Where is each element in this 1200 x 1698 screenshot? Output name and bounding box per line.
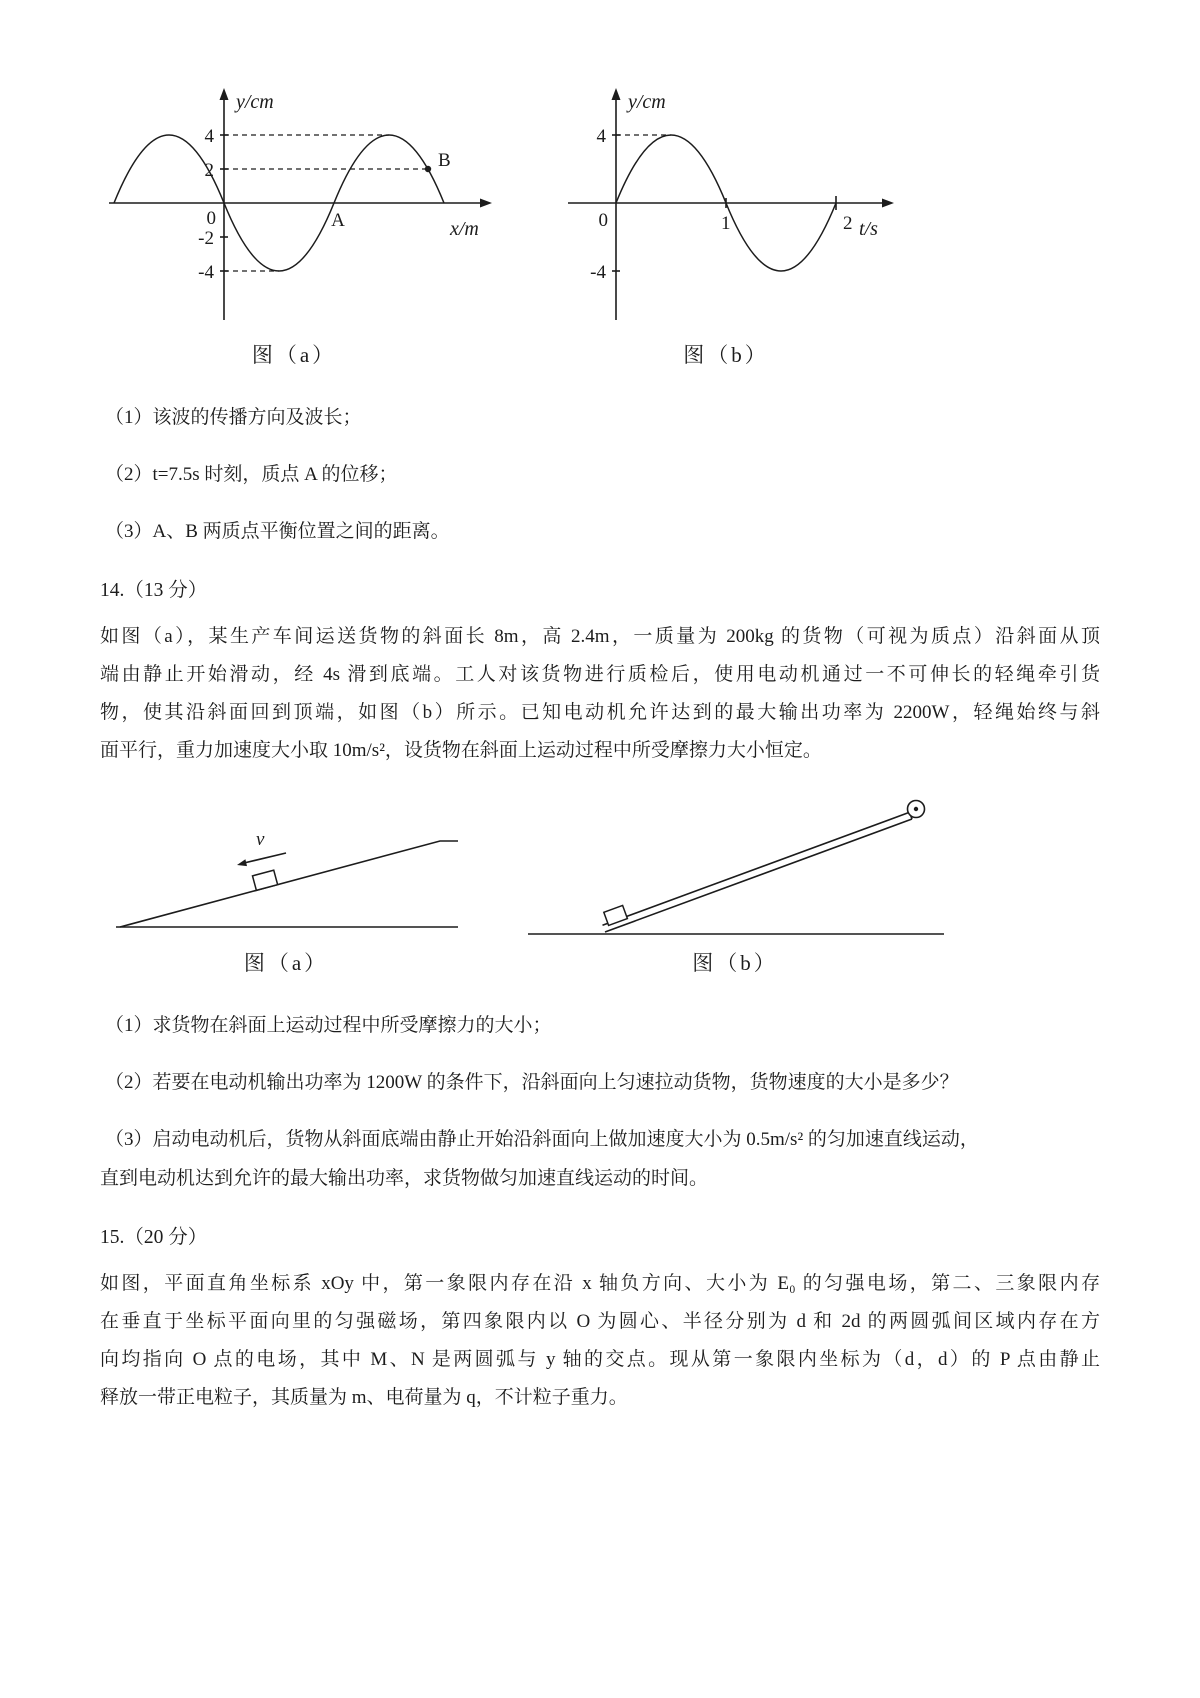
velocity-arrow bbox=[244, 853, 286, 863]
question-item: （2）t=7.5s 时刻，质点 A 的位移； bbox=[105, 464, 398, 485]
figure-incline-a bbox=[106, 801, 466, 977]
question-14-heading: 14.（13 分） bbox=[100, 580, 208, 601]
question-item: （3）启动电动机后，货物从斜面底端由静止开始沿斜面向上做加速度大小为 0.5m/s² 的匀加速直线运动， bbox=[105, 1129, 979, 1150]
tick-label-m2: -2 bbox=[198, 228, 214, 249]
tick-label-2: 2 bbox=[204, 160, 214, 181]
x-axis-label: t/s bbox=[859, 218, 878, 240]
figure-wave-b bbox=[556, 88, 896, 369]
wave-graph-a bbox=[94, 88, 494, 333]
paragraph-line: 在垂直于坐标平面向里的匀强磁场，第四象限内以 O 为圆心、半径分别为 d 和 2d 的两圆弧间区域内存在方 bbox=[100, 1311, 1100, 1332]
figure-caption: 图（a） bbox=[243, 951, 329, 975]
velocity-arrowhead-icon bbox=[237, 859, 247, 866]
question-item: （1）求货物在斜面上运动过程中所受摩擦力的大小； bbox=[105, 1015, 552, 1036]
block bbox=[252, 870, 277, 890]
tick-label-4: 4 bbox=[596, 126, 606, 147]
tick-label-m4: -4 bbox=[198, 262, 214, 283]
y-axis-label: y/cm bbox=[628, 91, 666, 113]
y-axis-arrow-icon bbox=[612, 88, 621, 100]
paragraph-line: 释放一带正电粒子，其质量为 m、电荷量为 q，不计粒子重力。 bbox=[100, 1387, 628, 1408]
incline-figures bbox=[106, 796, 1100, 977]
question-item: （3）A、B 两质点平衡位置之间的距离。 bbox=[105, 521, 450, 542]
y-axis-arrow-icon bbox=[220, 88, 229, 100]
tick-label-4: 4 bbox=[204, 126, 214, 147]
question-item: （1）该波的传播方向及波长； bbox=[105, 407, 362, 428]
paragraph-line: 如图，平面直角坐标系 xOy 中，第一象限内存在沿 x 轴负方向、大小为 E₀ 的匀强电场，第二、三象限内存 bbox=[100, 1273, 1100, 1294]
tick-label-m4: -4 bbox=[590, 262, 606, 283]
question-14-items bbox=[100, 1011, 1100, 1194]
point-a-label: A bbox=[331, 210, 345, 231]
paragraph-line: 面平行，重力加速度大小取 10m/s²，设货物在斜面上运动过程中所受摩擦力大小恒定。 bbox=[100, 740, 822, 761]
figure-caption: 图（a） bbox=[251, 343, 337, 367]
tick-label-0: 0 bbox=[598, 210, 608, 231]
rope-line bbox=[603, 812, 910, 925]
tick-label-2: 2 bbox=[843, 213, 853, 234]
point-b-label: B bbox=[438, 150, 451, 171]
x-axis-arrow-icon bbox=[480, 199, 492, 208]
paragraph-line: 端由静止开始滑动，经 4s 滑到底端。工人对该货物进行质检后，使用电动机通过一不可伸长的轻绳牵引货 bbox=[100, 664, 1100, 685]
question-14-paragraph bbox=[100, 618, 1100, 770]
figure-wave-a bbox=[94, 88, 494, 369]
tick-label-0: 0 bbox=[206, 208, 216, 229]
figure-caption: 图（b） bbox=[692, 951, 778, 975]
point-b-dot bbox=[425, 166, 431, 172]
tick-label-1: 1 bbox=[721, 213, 731, 234]
x-axis-label: x/m bbox=[450, 218, 479, 240]
figure-incline-b bbox=[520, 796, 950, 977]
ramp-lower-edge bbox=[605, 819, 912, 932]
paragraph-line: 物，使其沿斜面回到顶端，如图（b）所示。已知电动机允许达到的最大输出功率为 2200W，轻绳始终与斜 bbox=[100, 702, 1100, 723]
question-item-continuation: 直到电动机达到允许的最大输出功率，求货物做匀加速直线运动的时间。 bbox=[100, 1168, 709, 1189]
incline-diagram-b bbox=[520, 796, 950, 941]
figure-caption: 图（b） bbox=[683, 343, 769, 367]
block bbox=[604, 905, 628, 925]
question-15-paragraph bbox=[100, 1265, 1100, 1417]
question-item: （2）若要在电动机输出功率为 1200W 的条件下，沿斜面向上匀速拉动货物，货物速度的大小是多少？ bbox=[105, 1072, 959, 1093]
question-15-heading: 15.（20 分） bbox=[100, 1227, 208, 1248]
paragraph-line: 如图（a），某生产车间运送货物的斜面长 8m，高 2.4m，一质量为 200kg 的货物（可视为质点）沿斜面从顶 bbox=[100, 626, 1100, 647]
y-axis-label: y/cm bbox=[236, 91, 274, 113]
pulley-axle-icon bbox=[914, 807, 918, 811]
x-axis-arrow-icon bbox=[882, 199, 894, 208]
incline-diagram-a bbox=[106, 801, 466, 941]
wave-figures bbox=[94, 88, 1100, 369]
wave-graph-b bbox=[556, 88, 896, 333]
question-13-items bbox=[100, 403, 1100, 547]
paragraph-line: 向均指向 O 点的电场，其中 M、N 是两圆弧与 y 轴的交点。现从第一象限内坐标为（d，d）的 P 点由静止 bbox=[100, 1349, 1100, 1370]
incline-surface bbox=[120, 841, 458, 927]
velocity-label: v bbox=[256, 829, 265, 850]
